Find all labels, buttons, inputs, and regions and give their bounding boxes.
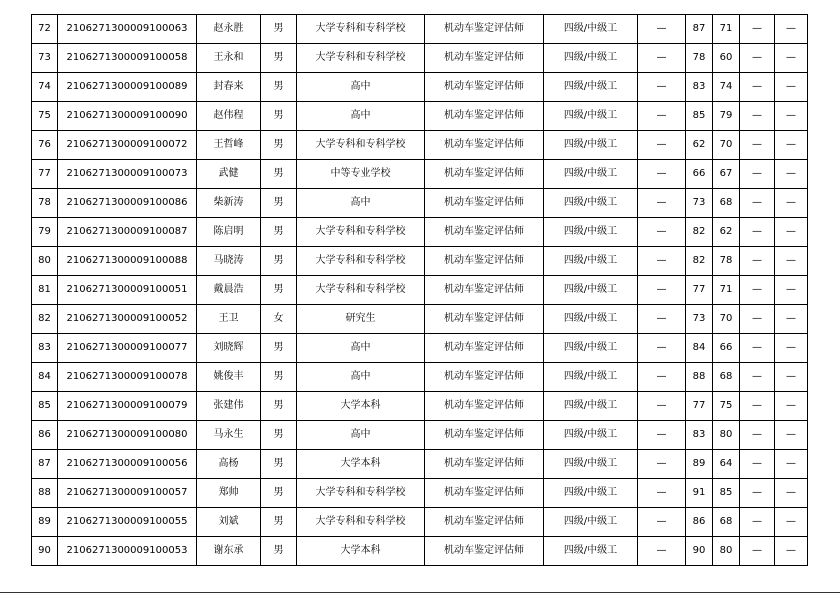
- roster-body: [32, 15, 808, 566]
- score-2-cell: 71: [713, 15, 740, 44]
- name-cell: 封春来: [197, 73, 261, 102]
- name-cell: 张建伟: [197, 392, 261, 421]
- name-cell: 戴晨浩: [197, 276, 261, 305]
- score-1-cell: 73: [686, 305, 713, 334]
- row-number-cell: 77: [32, 160, 58, 189]
- table-row: [32, 363, 808, 392]
- gender-cell: 男: [261, 276, 297, 305]
- table-row: [32, 102, 808, 131]
- column-12-cell: —: [775, 537, 808, 566]
- education-cell: 高中: [297, 189, 425, 218]
- table-row: [32, 334, 808, 363]
- level-cell: 四级/中级工: [544, 189, 638, 218]
- table-row: [32, 218, 808, 247]
- column-11-cell: —: [740, 15, 775, 44]
- table-row: [32, 189, 808, 218]
- column-12-cell: —: [775, 102, 808, 131]
- gender-cell: 男: [261, 421, 297, 450]
- column-12-cell: —: [775, 276, 808, 305]
- certificate-id-cell: 2106271300009100053: [58, 537, 197, 566]
- column-8-cell: —: [638, 508, 686, 537]
- name-cell: 赵永胜: [197, 15, 261, 44]
- row-number-cell: 81: [32, 276, 58, 305]
- level-cell: 四级/中级工: [544, 363, 638, 392]
- table-row: [32, 15, 808, 44]
- column-11-cell: —: [740, 450, 775, 479]
- level-cell: 四级/中级工: [544, 305, 638, 334]
- table-row: [32, 160, 808, 189]
- column-8-cell: —: [638, 479, 686, 508]
- row-number-cell: 72: [32, 15, 58, 44]
- column-12-cell: —: [775, 392, 808, 421]
- row-number-cell: 88: [32, 479, 58, 508]
- score-2-cell: 67: [713, 160, 740, 189]
- column-12-cell: —: [775, 73, 808, 102]
- gender-cell: 男: [261, 102, 297, 131]
- table-row: [32, 392, 808, 421]
- education-cell: 大学专科和专科学校: [297, 218, 425, 247]
- gender-cell: 男: [261, 189, 297, 218]
- gender-cell: 男: [261, 44, 297, 73]
- column-11-cell: —: [740, 537, 775, 566]
- table-row: [32, 131, 808, 160]
- column-11-cell: —: [740, 479, 775, 508]
- gender-cell: 男: [261, 160, 297, 189]
- occupation-cell: 机动车鉴定评估师: [425, 537, 544, 566]
- certificate-id-cell: 2106271300009100087: [58, 218, 197, 247]
- column-8-cell: —: [638, 334, 686, 363]
- gender-cell: 男: [261, 363, 297, 392]
- column-11-cell: —: [740, 508, 775, 537]
- level-cell: 四级/中级工: [544, 479, 638, 508]
- occupation-cell: 机动车鉴定评估师: [425, 450, 544, 479]
- certificate-id-cell: 2106271300009100088: [58, 247, 197, 276]
- education-cell: 研究生: [297, 305, 425, 334]
- level-cell: 四级/中级工: [544, 102, 638, 131]
- level-cell: 四级/中级工: [544, 247, 638, 276]
- certificate-id-cell: 2106271300009100056: [58, 450, 197, 479]
- row-number-cell: 87: [32, 450, 58, 479]
- level-cell: 四级/中级工: [544, 218, 638, 247]
- score-1-cell: 82: [686, 218, 713, 247]
- column-8-cell: —: [638, 276, 686, 305]
- score-2-cell: 68: [713, 189, 740, 218]
- occupation-cell: 机动车鉴定评估师: [425, 392, 544, 421]
- education-cell: 大学本科: [297, 450, 425, 479]
- score-2-cell: 71: [713, 276, 740, 305]
- table-row: [32, 450, 808, 479]
- column-8-cell: —: [638, 15, 686, 44]
- column-8-cell: —: [638, 450, 686, 479]
- gender-cell: 男: [261, 479, 297, 508]
- name-cell: 赵伟程: [197, 102, 261, 131]
- education-cell: 大学专科和专科学校: [297, 508, 425, 537]
- column-11-cell: —: [740, 276, 775, 305]
- occupation-cell: 机动车鉴定评估师: [425, 44, 544, 73]
- certificate-id-cell: 2106271300009100055: [58, 508, 197, 537]
- name-cell: 谢东承: [197, 537, 261, 566]
- score-1-cell: 85: [686, 102, 713, 131]
- column-8-cell: —: [638, 44, 686, 73]
- row-number-cell: 90: [32, 537, 58, 566]
- row-number-cell: 89: [32, 508, 58, 537]
- score-1-cell: 89: [686, 450, 713, 479]
- score-1-cell: 87: [686, 15, 713, 44]
- gender-cell: 男: [261, 537, 297, 566]
- row-number-cell: 86: [32, 421, 58, 450]
- certificate-id-cell: 2106271300009100090: [58, 102, 197, 131]
- certificate-id-cell: 2106271300009100057: [58, 479, 197, 508]
- column-12-cell: —: [775, 508, 808, 537]
- row-number-cell: 82: [32, 305, 58, 334]
- score-2-cell: 68: [713, 508, 740, 537]
- gender-cell: 男: [261, 334, 297, 363]
- score-2-cell: 80: [713, 421, 740, 450]
- table-row: [32, 421, 808, 450]
- score-2-cell: 85: [713, 479, 740, 508]
- row-number-cell: 76: [32, 131, 58, 160]
- candidate-roster-table: [31, 14, 808, 566]
- name-cell: 柴新涛: [197, 189, 261, 218]
- education-cell: 大学专科和专科学校: [297, 247, 425, 276]
- certificate-id-cell: 2106271300009100078: [58, 363, 197, 392]
- occupation-cell: 机动车鉴定评估师: [425, 363, 544, 392]
- row-number-cell: 73: [32, 44, 58, 73]
- certificate-id-cell: 2106271300009100073: [58, 160, 197, 189]
- education-cell: 高中: [297, 363, 425, 392]
- score-2-cell: 79: [713, 102, 740, 131]
- score-2-cell: 62: [713, 218, 740, 247]
- column-11-cell: —: [740, 334, 775, 363]
- gender-cell: 男: [261, 131, 297, 160]
- level-cell: 四级/中级工: [544, 508, 638, 537]
- occupation-cell: 机动车鉴定评估师: [425, 15, 544, 44]
- gender-cell: 男: [261, 15, 297, 44]
- score-1-cell: 62: [686, 131, 713, 160]
- column-12-cell: —: [775, 247, 808, 276]
- gender-cell: 男: [261, 450, 297, 479]
- score-1-cell: 78: [686, 44, 713, 73]
- certificate-id-cell: 2106271300009100063: [58, 15, 197, 44]
- score-1-cell: 84: [686, 334, 713, 363]
- level-cell: 四级/中级工: [544, 392, 638, 421]
- occupation-cell: 机动车鉴定评估师: [425, 421, 544, 450]
- gender-cell: 女: [261, 305, 297, 334]
- score-2-cell: 60: [713, 44, 740, 73]
- education-cell: 大学专科和专科学校: [297, 44, 425, 73]
- row-number-cell: 84: [32, 363, 58, 392]
- score-2-cell: 66: [713, 334, 740, 363]
- certificate-id-cell: 2106271300009100052: [58, 305, 197, 334]
- education-cell: 高中: [297, 421, 425, 450]
- score-1-cell: 77: [686, 276, 713, 305]
- column-11-cell: —: [740, 131, 775, 160]
- column-12-cell: —: [775, 189, 808, 218]
- gender-cell: 男: [261, 392, 297, 421]
- score-2-cell: 70: [713, 305, 740, 334]
- education-cell: 大学专科和专科学校: [297, 15, 425, 44]
- column-8-cell: —: [638, 102, 686, 131]
- score-1-cell: 91: [686, 479, 713, 508]
- column-12-cell: —: [775, 15, 808, 44]
- column-8-cell: —: [638, 73, 686, 102]
- table-row: [32, 305, 808, 334]
- level-cell: 四级/中级工: [544, 421, 638, 450]
- education-cell: 大学专科和专科学校: [297, 479, 425, 508]
- name-cell: 王哲峰: [197, 131, 261, 160]
- score-1-cell: 88: [686, 363, 713, 392]
- level-cell: 四级/中级工: [544, 276, 638, 305]
- score-2-cell: 80: [713, 537, 740, 566]
- level-cell: 四级/中级工: [544, 334, 638, 363]
- column-11-cell: —: [740, 44, 775, 73]
- occupation-cell: 机动车鉴定评估师: [425, 276, 544, 305]
- education-cell: 大学本科: [297, 392, 425, 421]
- column-11-cell: —: [740, 160, 775, 189]
- column-8-cell: —: [638, 421, 686, 450]
- column-8-cell: —: [638, 392, 686, 421]
- column-8-cell: —: [638, 363, 686, 392]
- column-12-cell: —: [775, 363, 808, 392]
- table-row: [32, 276, 808, 305]
- occupation-cell: 机动车鉴定评估师: [425, 247, 544, 276]
- level-cell: 四级/中级工: [544, 131, 638, 160]
- column-12-cell: —: [775, 334, 808, 363]
- level-cell: 四级/中级工: [544, 537, 638, 566]
- score-2-cell: 74: [713, 73, 740, 102]
- occupation-cell: 机动车鉴定评估师: [425, 334, 544, 363]
- education-cell: 高中: [297, 73, 425, 102]
- column-11-cell: —: [740, 102, 775, 131]
- occupation-cell: 机动车鉴定评估师: [425, 73, 544, 102]
- score-1-cell: 77: [686, 392, 713, 421]
- column-12-cell: —: [775, 131, 808, 160]
- row-number-cell: 74: [32, 73, 58, 102]
- education-cell: 高中: [297, 102, 425, 131]
- row-number-cell: 85: [32, 392, 58, 421]
- education-cell: 高中: [297, 334, 425, 363]
- name-cell: 高杨: [197, 450, 261, 479]
- column-12-cell: —: [775, 44, 808, 73]
- occupation-cell: 机动车鉴定评估师: [425, 189, 544, 218]
- name-cell: 马晓涛: [197, 247, 261, 276]
- row-number-cell: 78: [32, 189, 58, 218]
- column-11-cell: —: [740, 392, 775, 421]
- name-cell: 王卫: [197, 305, 261, 334]
- row-number-cell: 83: [32, 334, 58, 363]
- gender-cell: 男: [261, 218, 297, 247]
- name-cell: 刘斌: [197, 508, 261, 537]
- row-number-cell: 75: [32, 102, 58, 131]
- table-row: [32, 73, 808, 102]
- gender-cell: 男: [261, 73, 297, 102]
- occupation-cell: 机动车鉴定评估师: [425, 508, 544, 537]
- table-row: [32, 508, 808, 537]
- certificate-id-cell: 2106271300009100086: [58, 189, 197, 218]
- education-cell: 大学本科: [297, 537, 425, 566]
- column-12-cell: —: [775, 160, 808, 189]
- occupation-cell: 机动车鉴定评估师: [425, 102, 544, 131]
- score-2-cell: 68: [713, 363, 740, 392]
- gender-cell: 男: [261, 247, 297, 276]
- column-11-cell: —: [740, 189, 775, 218]
- row-number-cell: 79: [32, 218, 58, 247]
- table-row: [32, 247, 808, 276]
- score-1-cell: 66: [686, 160, 713, 189]
- table-row: [32, 44, 808, 73]
- column-12-cell: —: [775, 450, 808, 479]
- certificate-id-cell: 2106271300009100089: [58, 73, 197, 102]
- level-cell: 四级/中级工: [544, 15, 638, 44]
- column-11-cell: —: [740, 247, 775, 276]
- level-cell: 四级/中级工: [544, 73, 638, 102]
- score-2-cell: 78: [713, 247, 740, 276]
- column-8-cell: —: [638, 305, 686, 334]
- education-cell: 中等专业学校: [297, 160, 425, 189]
- name-cell: 马永生: [197, 421, 261, 450]
- certificate-id-cell: 2106271300009100080: [58, 421, 197, 450]
- occupation-cell: 机动车鉴定评估师: [425, 305, 544, 334]
- column-12-cell: —: [775, 479, 808, 508]
- gender-cell: 男: [261, 508, 297, 537]
- certificate-id-cell: 2106271300009100077: [58, 334, 197, 363]
- occupation-cell: 机动车鉴定评估师: [425, 160, 544, 189]
- score-1-cell: 82: [686, 247, 713, 276]
- score-1-cell: 86: [686, 508, 713, 537]
- score-1-cell: 83: [686, 421, 713, 450]
- occupation-cell: 机动车鉴定评估师: [425, 131, 544, 160]
- score-2-cell: 75: [713, 392, 740, 421]
- column-8-cell: —: [638, 189, 686, 218]
- score-1-cell: 90: [686, 537, 713, 566]
- column-8-cell: —: [638, 131, 686, 160]
- column-11-cell: —: [740, 363, 775, 392]
- column-11-cell: —: [740, 218, 775, 247]
- education-cell: 大学专科和专科学校: [297, 276, 425, 305]
- level-cell: 四级/中级工: [544, 44, 638, 73]
- name-cell: 武健: [197, 160, 261, 189]
- occupation-cell: 机动车鉴定评估师: [425, 218, 544, 247]
- column-12-cell: —: [775, 218, 808, 247]
- column-8-cell: —: [638, 160, 686, 189]
- score-2-cell: 70: [713, 131, 740, 160]
- table-row: [32, 537, 808, 566]
- row-number-cell: 80: [32, 247, 58, 276]
- name-cell: 刘晓辉: [197, 334, 261, 363]
- level-cell: 四级/中级工: [544, 450, 638, 479]
- column-11-cell: —: [740, 73, 775, 102]
- certificate-id-cell: 2106271300009100058: [58, 44, 197, 73]
- column-8-cell: —: [638, 218, 686, 247]
- occupation-cell: 机动车鉴定评估师: [425, 479, 544, 508]
- table-row: [32, 479, 808, 508]
- score-2-cell: 64: [713, 450, 740, 479]
- name-cell: 郑帅: [197, 479, 261, 508]
- name-cell: 陈启明: [197, 218, 261, 247]
- level-cell: 四级/中级工: [544, 160, 638, 189]
- page-bottom-divider: [0, 592, 840, 593]
- column-8-cell: —: [638, 247, 686, 276]
- score-1-cell: 83: [686, 73, 713, 102]
- certificate-id-cell: 2106271300009100051: [58, 276, 197, 305]
- column-12-cell: —: [775, 421, 808, 450]
- column-11-cell: —: [740, 305, 775, 334]
- column-8-cell: —: [638, 537, 686, 566]
- name-cell: 王永和: [197, 44, 261, 73]
- score-1-cell: 73: [686, 189, 713, 218]
- certificate-id-cell: 2106271300009100072: [58, 131, 197, 160]
- column-12-cell: —: [775, 305, 808, 334]
- certificate-id-cell: 2106271300009100079: [58, 392, 197, 421]
- name-cell: 姚俊丰: [197, 363, 261, 392]
- education-cell: 大学专科和专科学校: [297, 131, 425, 160]
- column-11-cell: —: [740, 421, 775, 450]
